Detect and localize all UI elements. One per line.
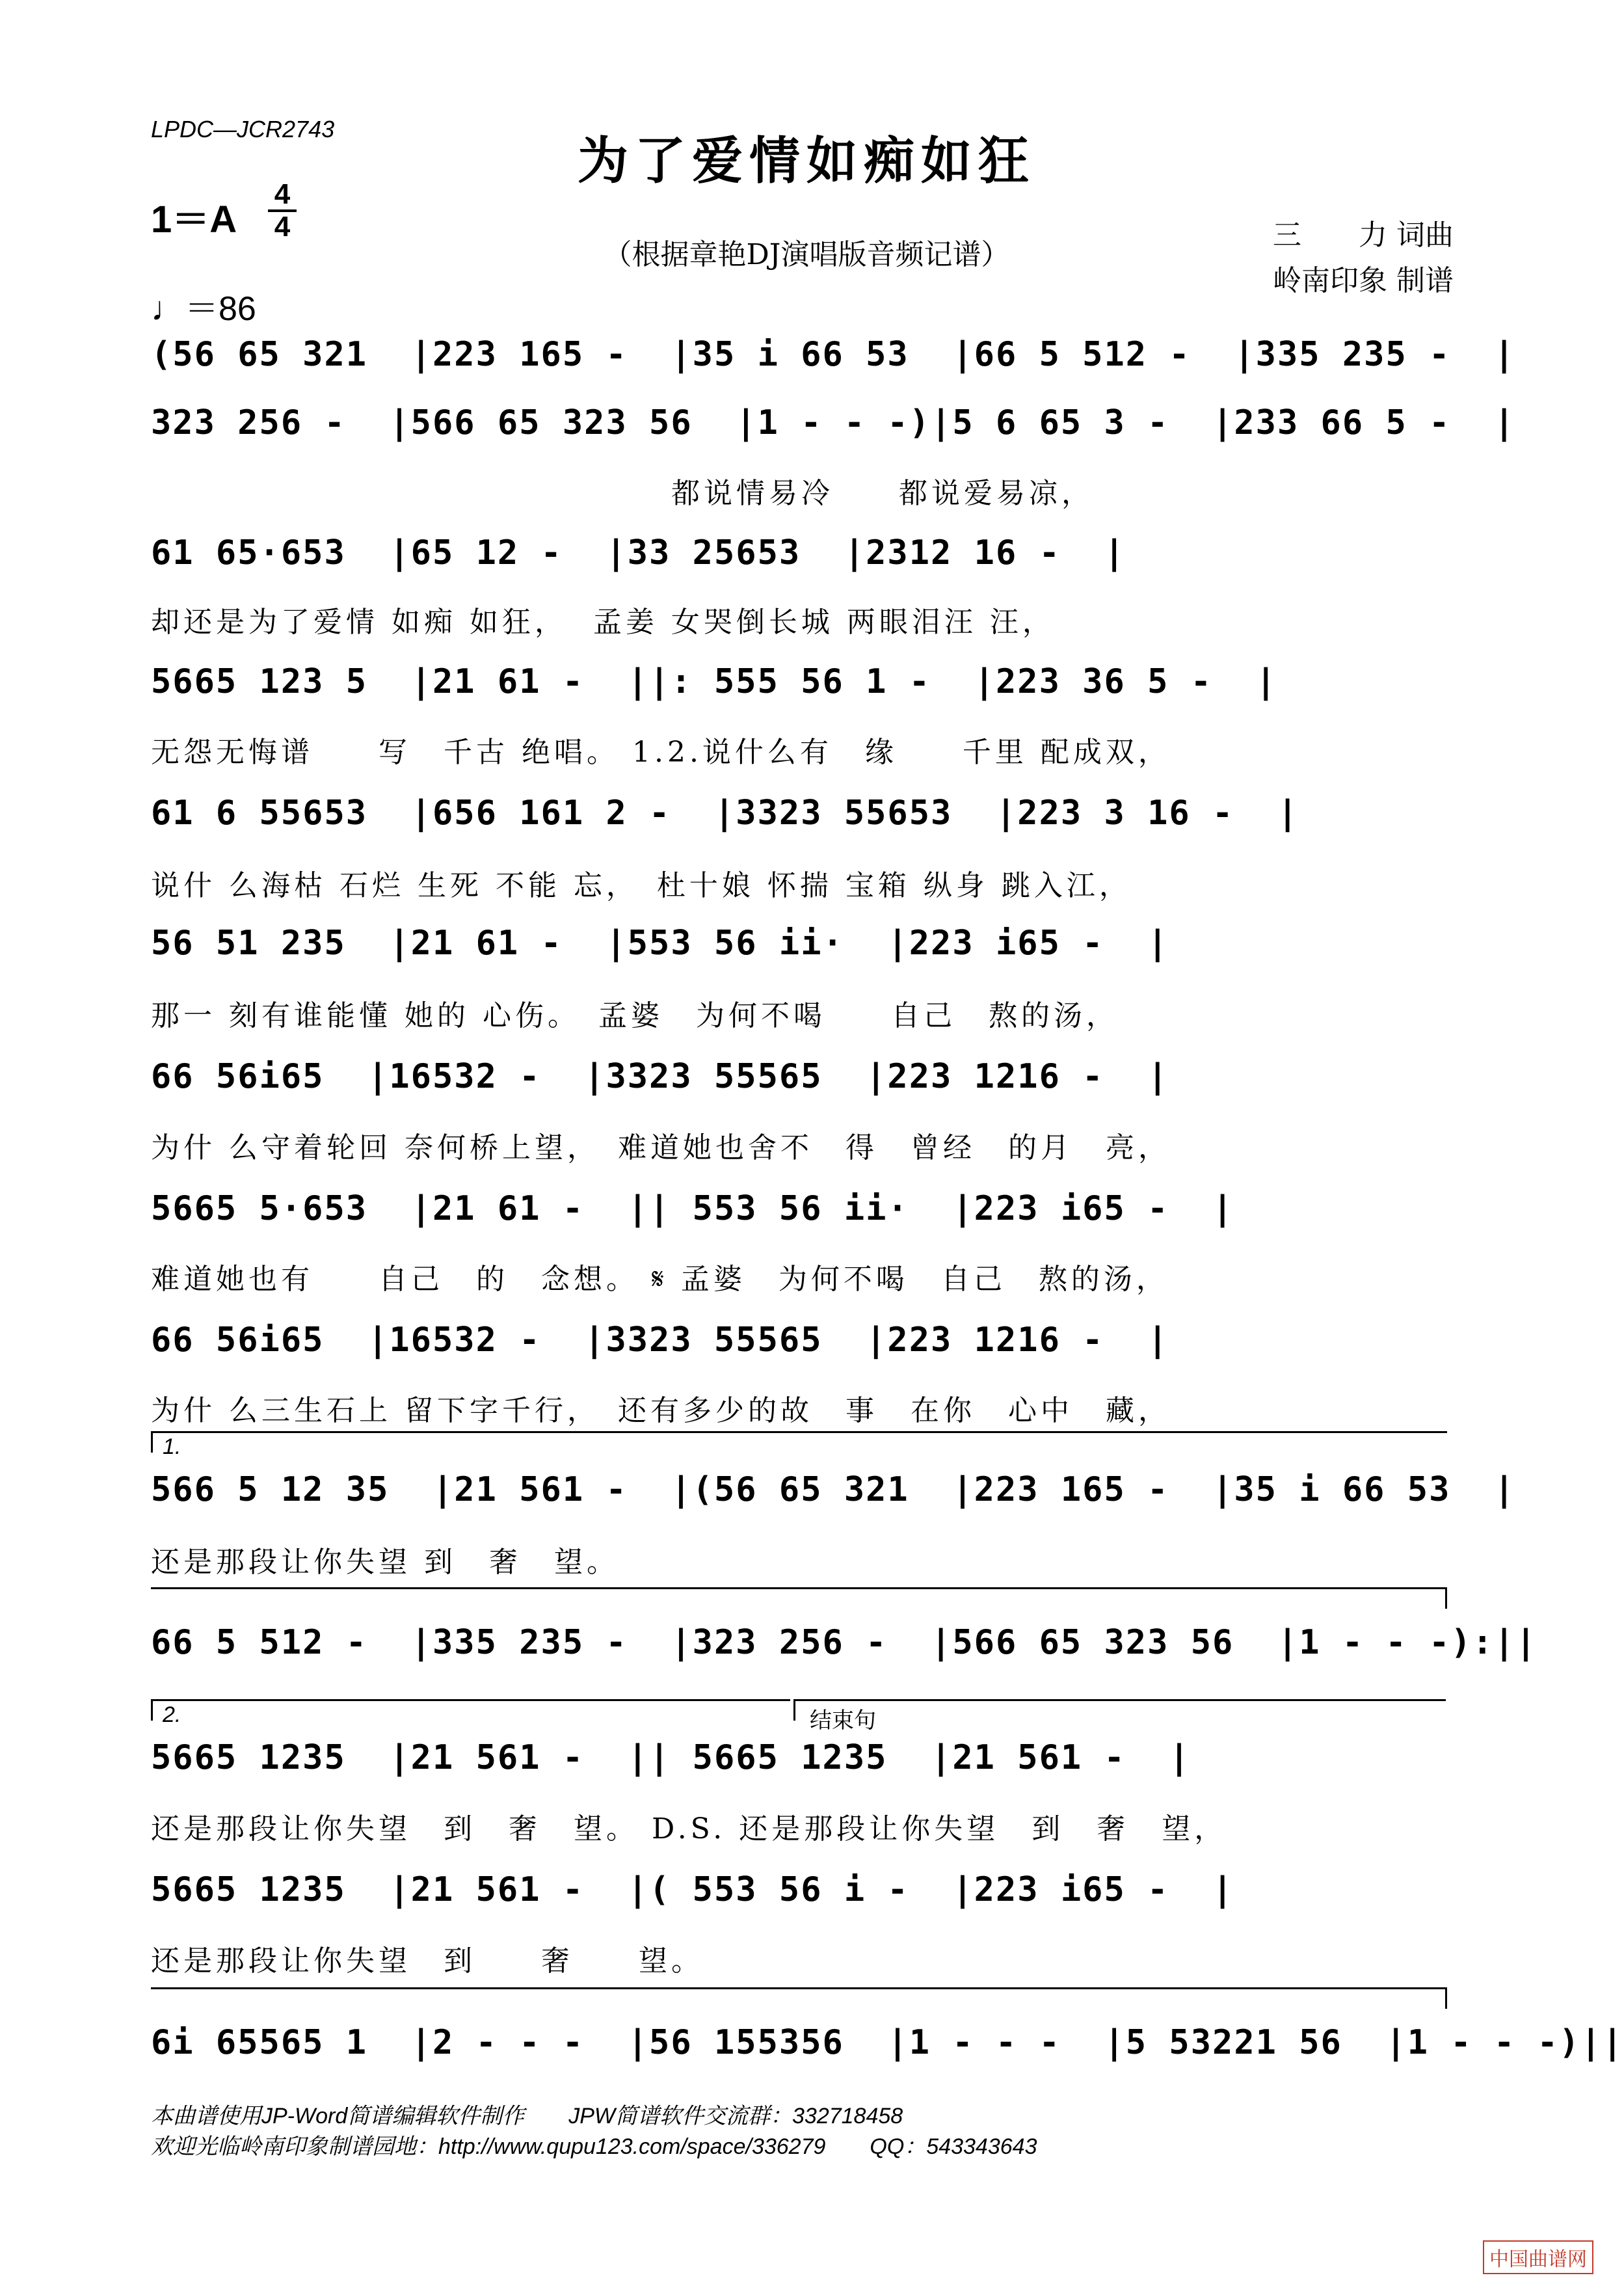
lyrics-system-9: 为什 么三生石上 留下字千行， 还有多少的故 事 在你 心中 藏， (151, 1394, 1171, 1427)
lyrics-system-10: 还是那段让你失望 到 奢 望。 (151, 1546, 619, 1579)
site-watermark: 中国曲谱网 (1483, 2240, 1593, 2274)
footer-line-2: 欢迎光临岭南印象制谱园地：http://www.qupu123.com/space/336279 QQ：543343643 (151, 2134, 1037, 2159)
lyrics-system-12: 还是那段让你失望 到 奢 望。 D.S. 还是那段让你失望 到 奢 望， (151, 1812, 1227, 1846)
notes-system-9: 66 56i65 |16532 - |3323 55565 |223 1216 - | (151, 1321, 1169, 1360)
song-title: 为了爱情如痴如狂 (577, 131, 1035, 191)
notes-system-2: 323 256 - |566 65 323 56 |1 - - -)|5 6 65 3 - |233 66 5 - | (151, 403, 1516, 442)
key-signature: 1＝A (151, 198, 237, 241)
lyrics-system-8: 难道她也有 自己 的 念想。 𝄋 孟婆 为何不喝 自己 熬的汤， (151, 1263, 1169, 1296)
notes-system-11: 66 5 512 - |335 235 - |323 256 - |566 65 323 56 |1 - - -):|| (151, 1623, 1537, 1662)
volta-second-bracket (151, 1699, 790, 1721)
credit-score: 岭南印象 制谱 (1273, 264, 1454, 297)
notes-system-8: 5665 5·653 |21 61 - || 553 56 ii· |223 i65 - | (151, 1189, 1234, 1228)
notes-system-5: 61 6 55653 |656 161 2 - |3323 55653 |223 3 16 - | (151, 794, 1299, 833)
notes-system-4: 5665 123 5 |21 61 - ||: 555 56 1 - |223 36 5 - | (151, 662, 1277, 701)
notes-system-13: 5665 1235 |21 561 - |( 553 56 i - |223 i65 - | (151, 1870, 1234, 1909)
notes-system-3: 61 65·653 |65 12 - |33 25653 |2312 16 - | (151, 533, 1126, 572)
lyrics-system-7: 为什 么守着轮回 奈何桥上望， 难道她也舍不 得 曾经 的月 亮， (151, 1131, 1171, 1164)
footer-line-1: 本曲谱使用JP-Word简谱编辑软件制作 JPW简谱软件交流群：332718458 (151, 2104, 903, 2128)
final-bracket (151, 1987, 1447, 2009)
score-code: LPDC—JCR2743 (151, 116, 335, 142)
tempo-marking: ♩＝86 (151, 290, 256, 328)
volta-second-label: 2. (163, 1702, 181, 1727)
lyrics-system-13: 还是那段让你失望 到 奢 望。 (151, 1944, 704, 1978)
coda-bracket (793, 1699, 1446, 1721)
subtitle: （根据章艳DJ演唱版音频记谱） (603, 238, 1010, 271)
time-signature-bottom: 4 (274, 211, 291, 243)
notes-system-10: 566 5 12 35 |21 561 - |(56 65 321 |223 165 - |35 i 66 53 | (151, 1470, 1516, 1509)
lyrics-system-2: 都说情易冷 都说爱易凉， (151, 477, 1094, 510)
notes-system-12: 5665 1235 |21 561 - || 5665 1235 |21 561 - | (151, 1738, 1191, 1777)
credit-lyrics-music: 三 力 词曲 (1273, 219, 1454, 252)
lyrics-system-3: 却还是为了爱情 如痴 如狂， 孟姜 女哭倒长城 两眼泪汪 汪， (151, 606, 1055, 639)
volta-first-bracket-continued (151, 1587, 1447, 1609)
volta-first-bracket (151, 1431, 1447, 1453)
time-signature-top: 4 (274, 178, 291, 210)
volta-first-label: 1. (163, 1434, 181, 1459)
lyrics-system-6: 那一 刻有谁能懂 她的 心伤。 孟婆 为何不喝 自己 熬的汤， (151, 999, 1119, 1032)
notes-system-14: 6i 65565 1 |2 - - - |56 155356 |1 - - - |5 53221 56 |1 - - -)|| (151, 2023, 1624, 2062)
notes-system-1: (56 65 321 |223 165 - |35 i 66 53 |66 5 512 - |335 235 - | (151, 335, 1516, 374)
lyrics-system-5: 说什 么海枯 石烂 生死 不能 忘， 杜十娘 怀揣 宝箱 纵身 跳入江， (151, 869, 1132, 902)
notes-system-7: 66 56i65 |16532 - |3323 55565 |223 1216 - | (151, 1057, 1169, 1096)
coda-label: 结束句 (810, 1708, 876, 1734)
notes-system-6: 56 51 235 |21 61 - |553 56 ii· |223 i65 - | (151, 924, 1169, 963)
lyrics-system-4: 无怨无悔谱 写 千古 绝唱。 1.2.说什么有 缘 千里 配成双， (151, 736, 1171, 769)
